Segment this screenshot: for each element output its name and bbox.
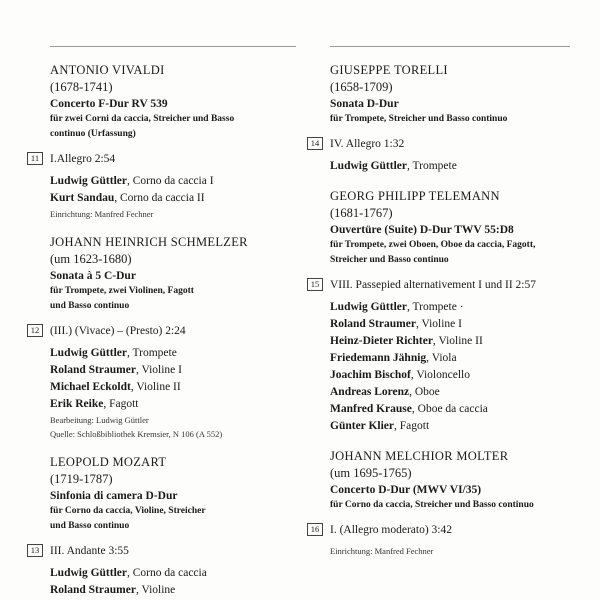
performer-name: Erik Reike (50, 398, 104, 410)
work-title: Sinfonia di camera D-Dur (50, 490, 178, 502)
performer-line (50, 190, 310, 207)
scoring-line: und Basso continuo (50, 521, 130, 531)
performer-name: Roland Straumer (50, 584, 136, 596)
top-rule-left (50, 46, 296, 47)
performer-line (50, 362, 310, 379)
track-number-box: 12 (27, 324, 43, 337)
performer-name: Ludwig Güttler (50, 175, 127, 187)
performer-name: Kurt Sandau (50, 192, 115, 204)
composer-name: JOHANN MELCHIOR MOLTER (330, 449, 509, 463)
performer-role: , Oboe (409, 386, 440, 398)
track-number-box: 15 (307, 278, 323, 291)
performer-line (330, 299, 590, 316)
scoring-line: für Trompete, zwei Oboen, Oboe da caccia, Fagott, (330, 240, 536, 250)
performer-line (50, 345, 310, 362)
performer-line (50, 173, 310, 190)
scoring-line: für zwei Corni da caccia, Streicher und Basso (50, 114, 235, 124)
scoring-line: für Corno da caccia, Streicher und Basso continuo (330, 500, 534, 510)
performer-role: , Corno da caccia II (114, 192, 205, 204)
composer-dates: (1678-1741) (50, 80, 113, 94)
composition-entry (30, 62, 310, 221)
composer-dates: (um 1623-1680) (50, 252, 132, 266)
work-title: Concerto F-Dur RV 539 (50, 98, 168, 110)
performer-role: , Fagott (103, 398, 139, 410)
left-column (30, 62, 310, 599)
performer-role: , Trompete · (407, 301, 464, 313)
work-title: Concerto D-Dur (MWV VI/35) (330, 484, 482, 496)
scoring-line: für Trompete, Streicher und Basso continuo (330, 114, 508, 124)
track-title: VIII. Passepied alternativement I und II 2:57 (330, 279, 536, 291)
spacer (330, 268, 590, 277)
work-title: Sonata à 5 C-Dur (50, 270, 136, 282)
track-number-box: 13 (27, 544, 43, 557)
performer-role: , Corno da caccia (127, 567, 207, 579)
performer-line (330, 418, 590, 435)
performer-name: Roland Straumer (330, 318, 416, 330)
scoring-line: continuo (Urfassung) (50, 129, 136, 139)
performer-role: , Violoncello (410, 369, 470, 381)
performer-role: , Fagott (394, 420, 430, 432)
performer-role: , Violine I (135, 364, 182, 376)
spacer (50, 441, 310, 454)
performer-line (330, 333, 590, 350)
performer-name: Günter Klier (330, 420, 394, 432)
spacer (50, 314, 310, 323)
track-title: I. (Allegro moderato) 3:42 (330, 524, 452, 536)
performer-role: , Trompete (407, 160, 457, 172)
performer-line (330, 316, 590, 333)
performer-role: , Oboe da caccia (411, 403, 488, 415)
credit-note: Bearbeitung: Ludwig Güttler (50, 415, 149, 425)
performer-line (330, 367, 590, 384)
track-number-box: 11 (27, 152, 43, 165)
performer-name: Ludwig Güttler (330, 160, 407, 172)
work-title: Sonata D-Dur (330, 98, 399, 110)
performer-line (50, 379, 310, 396)
composition-entry (30, 221, 310, 441)
composition-entry (30, 441, 310, 599)
composer-dates: (1681-1767) (330, 206, 393, 220)
performer-role: , Violine II (432, 335, 483, 347)
composer-dates: (um 1695-1765) (330, 466, 412, 480)
composer-name: GIUSEPPE TORELLI (330, 63, 448, 77)
performer-name: Ludwig Güttler (330, 301, 407, 313)
track-row (30, 323, 310, 339)
performer-name: Roland Straumer (50, 364, 136, 376)
spacer (50, 534, 310, 543)
scoring-line: für Trompete, zwei Violinen, Fagott (50, 286, 194, 296)
performer-name: Joachim Bischof (330, 369, 411, 381)
performer-line (330, 384, 590, 401)
top-rule-right (330, 46, 570, 47)
performer-role: , Violine I (415, 318, 462, 330)
composer-name: GEORG PHILIPP TELEMANN (330, 189, 500, 203)
credit-note: Quelle: Schloßbibliothek Kremsier, N 106 (A 552) (50, 429, 223, 439)
track-row (30, 151, 310, 167)
spacer (330, 175, 590, 188)
composer-dates: (1658-1709) (330, 80, 393, 94)
composer-name: LEOPOLD MOZART (50, 455, 167, 469)
performer-line (50, 565, 310, 582)
credit-note: Einrichtung: Manfred Fechner (50, 209, 154, 219)
track-row (30, 543, 310, 559)
composition-entry (310, 435, 590, 558)
spacer (330, 513, 590, 522)
performer-name: Friedemann Jähnig (330, 352, 427, 364)
performer-name: Ludwig Güttler (50, 567, 127, 579)
spacer (330, 127, 590, 136)
scoring-line: für Corno da caccia, Violine, Streicher (50, 506, 206, 516)
track-title: IV. Allegro 1:32 (330, 138, 405, 150)
track-title: III. Andante 3:55 (50, 545, 129, 557)
spacer (50, 142, 310, 151)
performer-line (330, 158, 590, 175)
work-title: Ouvertüre (Suite) D-Dur TWV 55:D8 (330, 224, 514, 236)
composer-name: JOHANN HEINRICH SCHMELZER (50, 235, 248, 249)
track-title: (III.) (Vivace) – (Presto) 2:24 (50, 325, 186, 337)
performer-role: , Violine (135, 584, 176, 596)
performer-role: , Viola (426, 352, 457, 364)
composer-dates: (1719-1787) (50, 472, 113, 486)
track-row (310, 277, 590, 293)
composition-entry (310, 175, 590, 435)
credit-note: Einrichtung: Manfred Fechner (330, 546, 434, 556)
scoring-line: und Basso continuo (50, 301, 130, 311)
track-number-box: 16 (307, 523, 323, 536)
performer-line (330, 401, 590, 418)
performer-name: Manfred Krause (330, 403, 412, 415)
right-column (310, 62, 590, 558)
performer-line (50, 396, 310, 413)
performer-role: , Corno da caccia I (127, 175, 214, 187)
composer-name: ANTONIO VIVALDI (50, 63, 165, 77)
performer-name: Michael Eckoldt (50, 381, 131, 393)
track-number-box: 14 (307, 137, 323, 150)
performer-name: Ludwig Güttler (50, 347, 127, 359)
spacer (330, 435, 590, 448)
track-row (310, 522, 590, 538)
performer-line (330, 350, 590, 367)
spacer (50, 221, 310, 234)
performer-role: , Violine II (130, 381, 181, 393)
track-title: I.Allegro 2:54 (50, 153, 116, 165)
performer-role: , Trompete (127, 347, 177, 359)
performer-line (50, 582, 310, 599)
performer-name: Andreas Lorenz (330, 386, 410, 398)
scoring-line: Streicher und Basso continuo (330, 255, 449, 265)
performer-name: Heinz-Dieter Richter (330, 335, 433, 347)
track-row (310, 136, 590, 152)
composition-entry (310, 62, 590, 175)
